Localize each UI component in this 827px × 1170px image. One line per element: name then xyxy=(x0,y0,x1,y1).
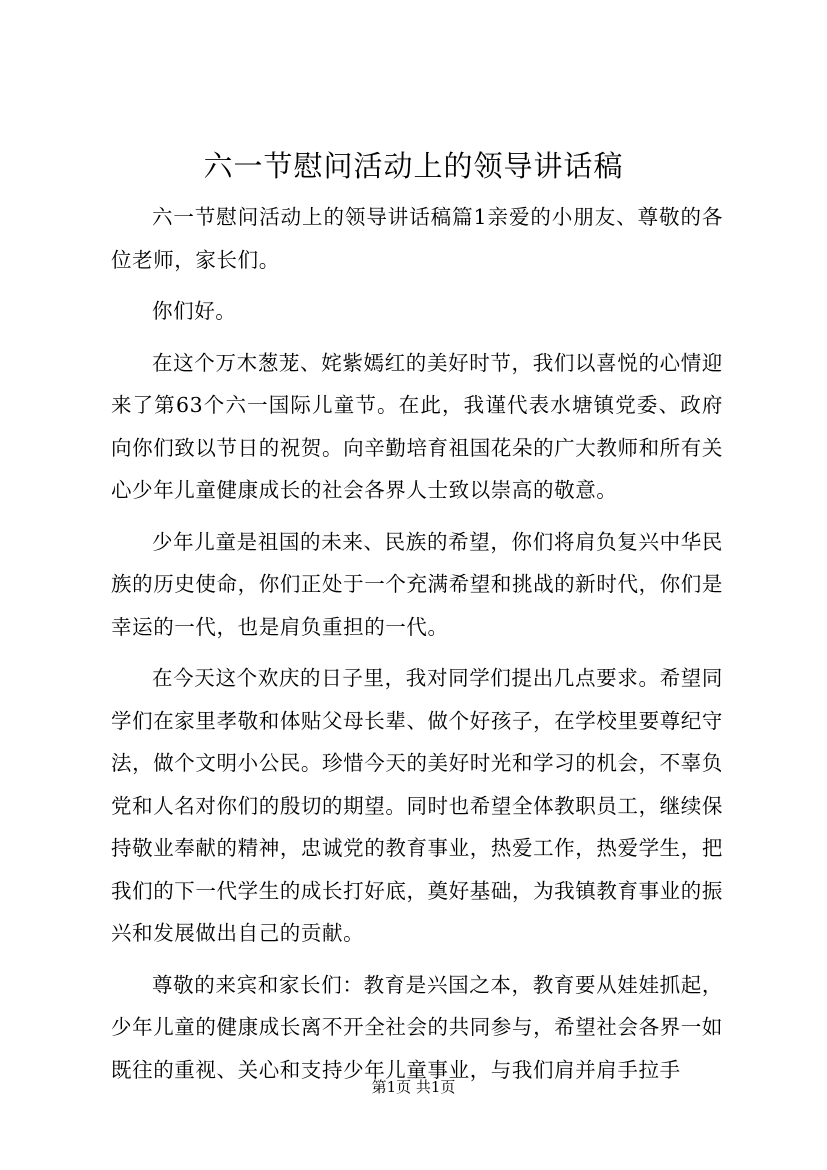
document-body xyxy=(111,196,723,1100)
paragraph: 六一节慰问活动上的领导讲话稿篇1亲爱的小朋友、尊敬的各位老师，家长们。 xyxy=(111,205,723,272)
paragraph: 在这个万木葱茏、姹紫嫣红的美好时节，我们以喜悦的心情迎来了第63个六一国际儿童节。在此，我谨代表水塘镇党委、政府向你们致以节日的祝贺。向辛勤培育祖国花朵的广大教师和所有关心少年儿童健康成长的社会各界人士致以崇高的敬意。 xyxy=(111,350,723,502)
page-footer: 第1页 共1页 xyxy=(371,1078,456,1096)
paragraph: 尊敬的来宾和家长们：教育是兴国之本，教育要从娃娃抓起，少年儿童的健康成长离不开全社会的共同参与，希望社会各界一如既往的重视、关心和支持少年儿童事业，与我们肩并肩手拉手 xyxy=(111,972,723,1082)
paragraph: 你们好。 xyxy=(152,299,237,323)
paragraph: 在今天这个欢庆的日子里，我对同学们提出几点要求。希望同学们在家里孝敬和体贴父母长辈、做个好孩子，在学校里要尊纪守法，做个文明小公民。珍惜今天的美好时光和学习的机会，不辜负党和人名对你们的殷切的期望。同时也希望全体教职员工，继续保持敬业奉献的精神，忠诚党的教育事业，热爱工作，热爱学生，把我们的下一代学生的成长打好底，奠好基础，为我镇教育事业的振兴和发展做出自己的贡献。 xyxy=(111,666,723,945)
document-title: 六一节慰问活动上的领导讲话稿 xyxy=(203,149,624,183)
paragraph: 少年儿童是祖国的未来、民族的希望，你们将肩负复兴中华民族的历史使命，你们正处于一个充满希望和挑战的新时代，你们是幸运的一代，也是肩负重担的一代。 xyxy=(111,529,723,639)
